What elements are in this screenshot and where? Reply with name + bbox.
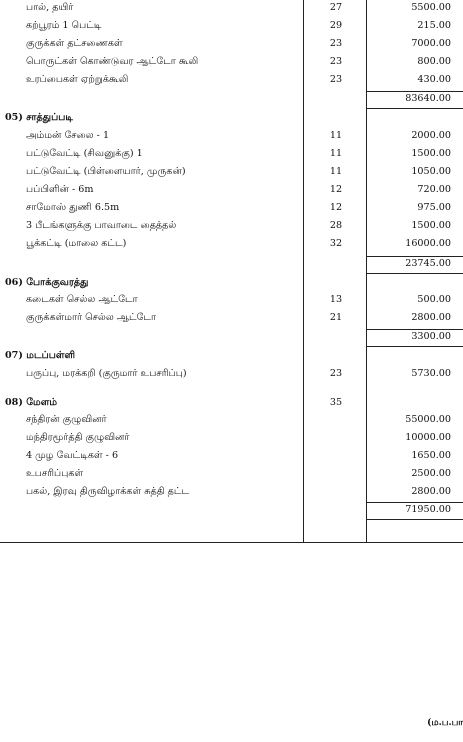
voucher-ref: 27 — [329, 2, 343, 13]
amount: 1500.00 — [411, 220, 451, 231]
section-title: 06) போக்குவரத்து — [5, 277, 89, 288]
section-title: 08) மேளம் — [5, 397, 58, 408]
subtotal-row — [0, 328, 463, 346]
section-heading — [0, 274, 463, 292]
item-description: உரப்பைகள் ஏற்றுக்கூலி — [26, 74, 129, 85]
amount: 720.00 — [417, 184, 451, 195]
voucher-ref: 28 — [329, 220, 343, 231]
subtotal-rule-bottom — [366, 519, 463, 520]
ledger-row — [0, 411, 463, 429]
amount: 1500.00 — [411, 148, 451, 159]
ledger-row — [0, 163, 463, 181]
voucher-ref: 35 — [329, 397, 343, 408]
ledger-row — [0, 429, 463, 447]
ledger-row — [0, 71, 463, 89]
amount: 2800.00 — [411, 486, 451, 497]
voucher-ref: 11 — [329, 148, 343, 159]
subtotal-row — [0, 501, 463, 519]
amount: 2500.00 — [411, 468, 451, 479]
section-heading — [0, 394, 463, 412]
subtotal-row — [0, 90, 463, 108]
amount: 1050.00 — [411, 166, 451, 177]
amount: 430.00 — [417, 74, 451, 85]
amount: 975.00 — [417, 202, 451, 213]
ledger-row — [0, 291, 463, 309]
subtotal-rule-top — [366, 256, 463, 257]
item-description: பட்டுவேட்டி (சிவனுக்கு) 1 — [26, 148, 143, 159]
ledger-row — [0, 465, 463, 483]
amount: 2000.00 — [411, 130, 451, 141]
table-bottom-rule — [0, 542, 463, 543]
ledger-row — [0, 365, 463, 383]
ledger-row — [0, 217, 463, 235]
ledger-row — [0, 35, 463, 53]
item-description: குருக்கள் தட்சணைகள் — [26, 38, 123, 49]
ledger-row — [0, 309, 463, 327]
ledger-row — [0, 447, 463, 465]
item-description: அம்மன் சேலை - 1 — [26, 130, 110, 141]
item-description: பப்பிளின் - 6m — [26, 184, 94, 195]
amount: 16000.00 — [405, 238, 451, 249]
item-description: பொருட்கள் கொண்டுவர ஆட்டோ கூலி — [26, 56, 199, 67]
amount: 800.00 — [417, 56, 451, 67]
item-description: 4 முழ வேட்டிகள் - 6 — [26, 450, 119, 461]
subtotal-rule-top — [366, 502, 463, 503]
ledger-row — [0, 145, 463, 163]
voucher-ref: 29 — [329, 20, 343, 31]
item-description: பால், தயிர் — [26, 2, 74, 13]
voucher-ref: 23 — [329, 368, 343, 379]
section-heading — [0, 109, 463, 127]
ledger-row — [0, 53, 463, 71]
item-description: உபசரிப்புகள் — [26, 468, 84, 479]
subtotal-amount: 3300.00 — [411, 331, 451, 342]
ledger-row — [0, 483, 463, 501]
item-description: பூக்கட்டி (மாலை கட்ட) — [26, 238, 127, 249]
ledger-row — [0, 17, 463, 35]
amount: 215.00 — [417, 20, 451, 31]
amount: 1650.00 — [411, 450, 451, 461]
amount: 2800.00 — [411, 312, 451, 323]
item-description: பகல், இரவு திருவிழாக்கள் சுத்தி தட்ட — [26, 486, 190, 497]
voucher-ref: 12 — [329, 202, 343, 213]
ledger-row — [0, 181, 463, 199]
voucher-ref: 11 — [329, 166, 343, 177]
subtotal-row — [0, 255, 463, 273]
subtotal-amount: 23745.00 — [405, 258, 451, 269]
item-description: குருக்கள்மார் செல்ல ஆட்டோ — [26, 312, 157, 323]
voucher-ref: 23 — [329, 38, 343, 49]
amount: 10000.00 — [405, 432, 451, 443]
footer-code: (ம.ப.பா — [427, 718, 463, 728]
item-description: கற்பூரம் 1 பெட்டி — [26, 20, 102, 31]
voucher-ref: 13 — [329, 294, 343, 305]
ledger-row — [0, 199, 463, 217]
section-title: 07) மடப்பள்ளி — [5, 350, 76, 361]
item-description: பருப்பு, மரக்கறி (குருமார் உபசரிப்பு) — [26, 368, 187, 379]
subtotal-rule-top — [366, 329, 463, 330]
subtotal-amount: 83640.00 — [405, 93, 451, 104]
voucher-ref: 32 — [329, 238, 343, 249]
voucher-ref: 11 — [329, 130, 343, 141]
amount: 55000.00 — [405, 414, 451, 425]
subtotal-rule-top — [366, 91, 463, 92]
amount: 5730.00 — [411, 368, 451, 379]
ledger-row — [0, 235, 463, 253]
amount: 7000.00 — [411, 38, 451, 49]
item-description: 3 பீடங்களுக்கு பாவாடை தைத்தல் — [26, 220, 177, 231]
item-description: கடைகள் செல்ல ஆட்டோ — [26, 294, 138, 305]
item-description: பட்டுவேட்டி (பிள்ளையார், முருகன்) — [26, 166, 186, 177]
amount: 5500.00 — [411, 2, 451, 13]
item-description: சந்திரன் குழுவினர் — [26, 414, 107, 425]
item-description: சாமோஸ் துணி 6.5m — [26, 202, 120, 213]
voucher-ref: 12 — [329, 184, 343, 195]
voucher-ref: 21 — [329, 312, 343, 323]
ledger-row — [0, 0, 463, 17]
item-description: மந்திரமூர்த்தி குழுவினர் — [26, 432, 130, 443]
subtotal-amount: 71950.00 — [405, 504, 451, 515]
section-title: 05) சாத்துப்படி — [5, 112, 74, 123]
voucher-ref: 23 — [329, 56, 343, 67]
voucher-ref: 23 — [329, 74, 343, 85]
amount: 500.00 — [417, 294, 451, 305]
ledger-row — [0, 127, 463, 145]
section-heading — [0, 347, 463, 365]
